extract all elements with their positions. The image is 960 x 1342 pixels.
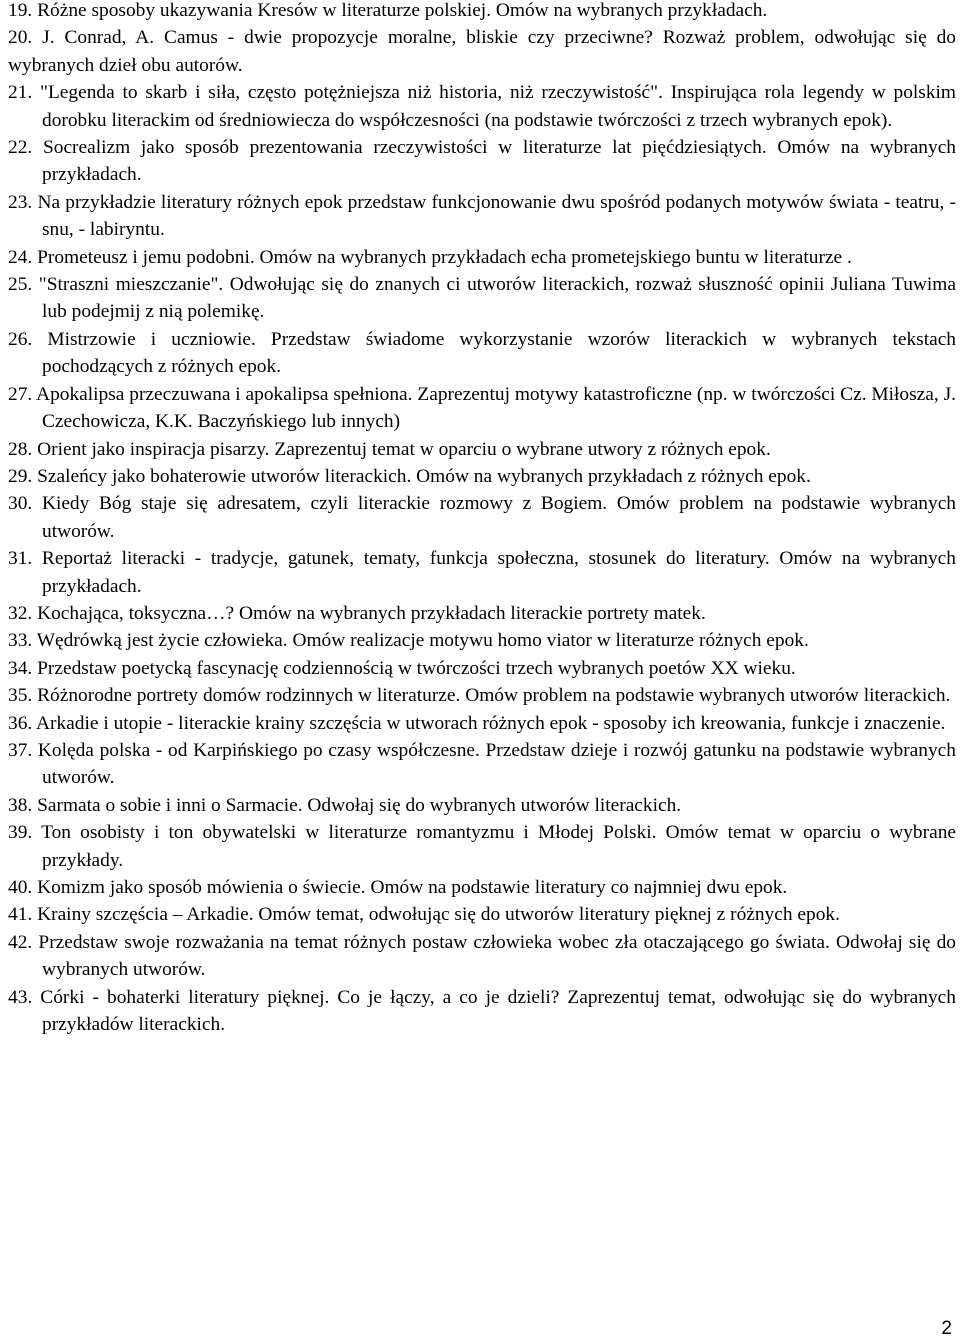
list-item (8, 326, 956, 381)
item-text: Różne sposoby ukazywania Kresów w literaturze polskiej. Omów na wybranych przykładach. (37, 0, 768, 21)
item-number: 32. (8, 602, 33, 624)
item-text: Na przykładzie literatury różnych epok przedstaw funkcjonowanie dwu spośród podanych motywów świata - teatru, - snu, - labiryntu. (37, 191, 957, 241)
item-number: 26. (8, 328, 33, 350)
item-number: 31. (8, 548, 33, 570)
item-number: 37. (8, 739, 33, 761)
item-text: Kochająca, toksyczna…? Omów na wybranych przykładach literackie portrety matek. (37, 602, 706, 624)
item-number: 35. (8, 685, 33, 707)
item-text: Przedstaw poetycką fascynację codziennością w twórczości trzech wybranych poetów XX wieku. (37, 657, 796, 679)
item-text: Kiedy Bóg staje się adresatem, czyli literackie rozmowy z Bogiem. Omów problem na podstawie wybranych utworów. (41, 493, 956, 542)
list-item (8, 682, 956, 709)
item-text: Apokalipsa przeczuwana i apokalipsa spełniona. Zaprezentuj motywy katastroficzne (np. w twórczości Cz. Miłosza, J. Czechowicza, K.K. Baczyńskiego lub innych) (36, 383, 956, 433)
list-item (8, 436, 956, 463)
list-item (8, 271, 956, 326)
item-text: Mistrzowie i uczniowie. Przedstaw świadome wykorzystanie wzorów literackich w wybranych tekstach pochodzących z różnych epok. (42, 328, 956, 378)
item-number: 21. (8, 82, 33, 104)
list-item (8, 984, 956, 1039)
list-item (8, 463, 956, 490)
item-number: 41. (8, 904, 33, 926)
item-number: 39. (8, 822, 33, 844)
item-number: 36. (8, 712, 33, 734)
list-item (8, 710, 956, 737)
list-item (8, 79, 956, 134)
list-item (8, 244, 956, 271)
list-item (8, 134, 956, 189)
item-text: "Straszni mieszczanie". Odwołując się do znanych ci utworów literackich, rozważ słuszność opinii Juliana Tuwima lub podejmij z nią polemikę. (38, 274, 956, 323)
item-number: 28. (8, 438, 33, 460)
list-item (8, 819, 956, 874)
item-number: 38. (8, 794, 33, 816)
list-item (8, 189, 956, 244)
item-number: 40. (8, 877, 33, 898)
list-item (8, 627, 956, 654)
item-text: Szaleńcy jako bohaterowie utworów literackich. Omów na wybranych przykładach z różnych epok. (37, 465, 811, 487)
page-number: 2 (941, 1318, 952, 1339)
item-text: Reportaż literacki - tradycje, gatunek, tematy, funkcja społeczna, stosunek do literatury. Omów na wybranych przykładach. (41, 548, 956, 597)
list-item (8, 901, 956, 928)
list-item (8, 737, 956, 792)
item-text: Orient jako inspiracja pisarzy. Zaprezentuj temat w oparciu o wybrane utwory z różnych epok. (37, 438, 771, 460)
item-text: Różnorodne portrety domów rodzinnych w literaturze. Omów problem na podstawie wybranych utworów literackich. (37, 685, 951, 707)
item-number: 33. (8, 630, 33, 652)
item-number: 19. (8, 0, 33, 21)
list-item (8, 874, 956, 901)
item-number: 24. (8, 246, 33, 268)
list-item (8, 792, 956, 819)
item-text: Socrealizm jako sposób prezentowania rzeczywistości w literaturze lat pięćdziesiątych. Omów na wybranych przykładach. (42, 137, 956, 186)
item-number: 20. (8, 27, 33, 49)
list-item (8, 929, 956, 984)
item-text: Arkadie i utopie - literackie krainy szczęścia w utworach różnych epok - sposoby ich kreowania, funkcje i znaczenie. (36, 712, 946, 734)
item-text: Krainy szczęścia – Arkadie. Omów temat, odwołując się do utworów literatury pięknej z różnych epok. (37, 904, 840, 926)
list-item (8, 545, 956, 600)
item-number: 30. (8, 493, 33, 515)
item-number: 43. (8, 986, 33, 1008)
list-item (8, 655, 956, 682)
item-text: J. Conrad, A. Camus - dwie propozycje moralne, bliskie czy przeciwne? Rozważ problem, odwołując się do wybranych dzieł obu autorów. (8, 27, 956, 76)
item-number: 22. (8, 137, 33, 159)
item-text: Sarmata o sobie i inni o Sarmacie. Odwołaj się do wybranych utworów literackich. (37, 794, 682, 816)
list-item (8, 490, 956, 545)
item-number: 34. (8, 657, 33, 679)
list-item (8, 0, 956, 24)
list-item (8, 24, 956, 79)
item-text: Córki - bohaterki literatury pięknej. Co je łączy, a co je dzieli? Zaprezentuj temat, odwołując się do wybranych przykładów literackich. (40, 986, 956, 1036)
list-item (8, 381, 956, 436)
item-number: 23. (8, 191, 33, 213)
item-number: 27. (8, 383, 33, 405)
item-text: Przedstaw swoje rozważania na temat różnych postaw człowieka wobec zła otaczającego go świata. Odwołaj się do wybranych utworów. (38, 931, 956, 981)
item-number: 42. (8, 931, 33, 953)
item-number: 29. (8, 465, 33, 487)
item-number: 25. (8, 274, 33, 296)
topic-list (8, 0, 956, 1038)
list-item (8, 600, 956, 627)
item-text: "Legenda to skarb i siła, często potężniejsza niż historia, niż rzeczywistość". Inspirująca rola legendy w polskim dorobku literackim od średniowiecza do współczesności (na podstawie twórczości z trzech wybranych epok). (40, 82, 956, 131)
item-text: Prometeusz i jemu podobni. Omów na wybranych przykładach echa prometejskiego buntu w literaturze . (37, 246, 852, 268)
item-text: Komizm jako sposób mówienia o świecie. Omów na podstawie literatury co najmniej dwu epok. (37, 877, 788, 898)
item-text: Wędrówką jest życie człowieka. Omów realizacje motywu homo viator w literaturze różnych epok. (36, 630, 809, 652)
item-text: Ton osobisty i ton obywatelski w literaturze romantyzmu i Młodej Polski. Omów temat w oparciu o wybrane przykłady. (41, 822, 956, 871)
item-text: Kolęda polska - od Karpińskiego po czasy współczesne. Przedstaw dzieje i rozwój gatunku na podstawie wybranych utworów. (37, 739, 956, 789)
